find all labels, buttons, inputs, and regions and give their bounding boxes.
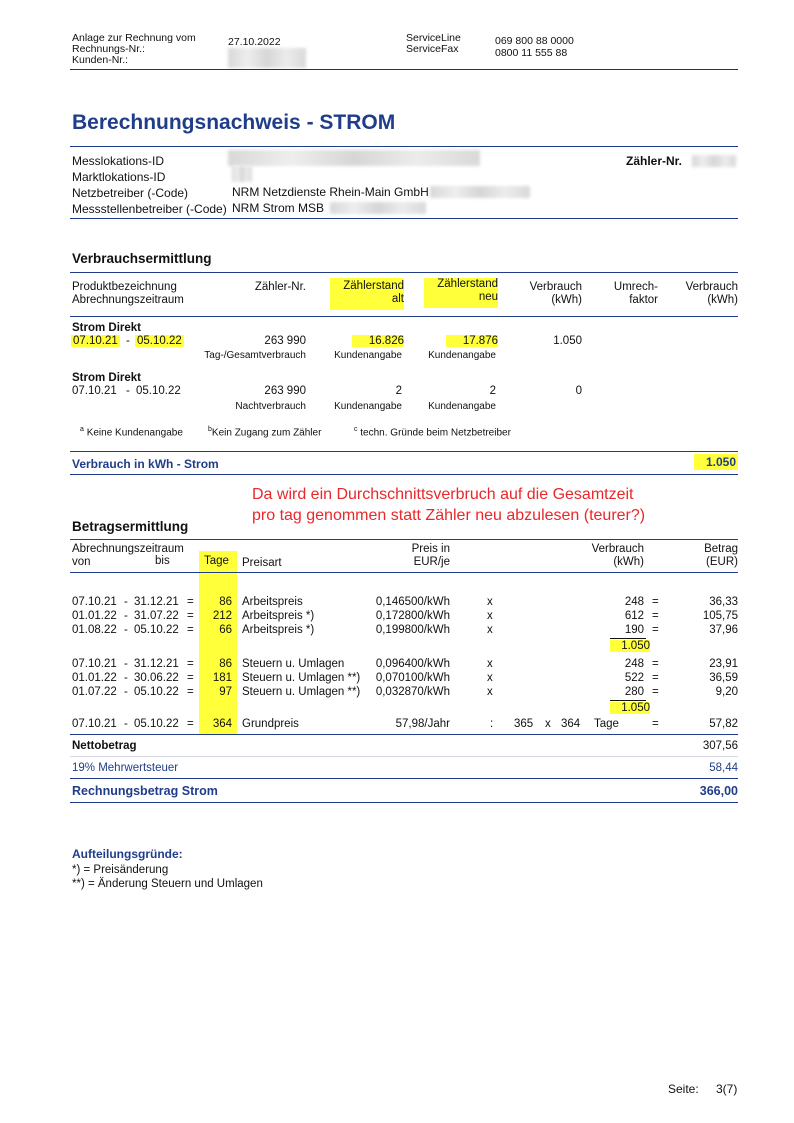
- betrag-heading: Betragsermittlung: [72, 519, 189, 534]
- header-date: 27.10.2022: [228, 36, 281, 48]
- col-verbrauch: [510, 281, 582, 307]
- row2-to: 05.10.22: [136, 385, 181, 397]
- page-number-label: Seite:: [668, 1082, 699, 1096]
- total-bottom-divider: [70, 474, 738, 475]
- h-tage: Tage: [204, 555, 229, 567]
- col-zaehler-nr: Zähler-Nr.: [254, 281, 306, 293]
- row1-alt: 16.826: [352, 335, 404, 347]
- g1r1-dash: -: [124, 610, 128, 622]
- netto-value: 307,56: [702, 740, 738, 752]
- row1-to: 05.10.22: [137, 335, 182, 347]
- row1-from: 07.10.21: [73, 335, 118, 347]
- g1r2-eq2: =: [652, 624, 659, 636]
- row1-neu: 17.876: [446, 335, 498, 347]
- col-verbrauch-line1: Verbrauch: [529, 281, 582, 293]
- page-title: Berechnungsnachweis - STROM: [72, 111, 396, 134]
- col-neu-line2: neu: [478, 291, 498, 303]
- service-labels: [406, 33, 461, 55]
- redaction-zaehler-nr: [692, 155, 736, 167]
- g1r0-preis: 0,146500/kWh: [375, 596, 450, 608]
- footnote-a-sup: a: [80, 426, 84, 433]
- g2r1-art: Steuern u. Umlagen **): [242, 672, 361, 684]
- footnote-c-sup: c: [354, 426, 358, 433]
- gruende-list: [72, 863, 263, 891]
- gruende-item-preis: *) = Preisänderung: [72, 864, 169, 876]
- col-neu-line1: Zählerstand: [437, 278, 498, 290]
- footnote-b: [208, 426, 321, 438]
- row2-product: Strom Direkt: [72, 372, 142, 384]
- netto-divider: [70, 756, 738, 757]
- col-verbrauch-final-line1: Verbrauch: [685, 281, 738, 293]
- netzbetreiber-label: Netzbetreiber (-Code): [72, 186, 189, 200]
- g1r1-tage: 212: [212, 610, 232, 622]
- g1r2-eq: =: [187, 624, 194, 636]
- grund-eq2: =: [652, 718, 659, 730]
- annotation-line2: pro tag genommen statt Zähler neu abzulesen (teurer?): [252, 507, 646, 524]
- g1r0-art: Arbeitspreis: [242, 596, 303, 608]
- summe-label: Rechnungsbetrag Strom: [72, 784, 218, 798]
- h-zeitraum: Abrechnungszeitraum: [72, 543, 184, 555]
- h-bis: bis: [155, 555, 170, 567]
- grund-x: x: [545, 718, 551, 730]
- g2r1-to: 30.06.22: [134, 672, 179, 684]
- g2-sum-line: [610, 700, 646, 701]
- betrag-header-divider: [70, 572, 738, 573]
- row1-meter: 263 990: [264, 335, 306, 347]
- g2r1-kwh: 522: [624, 672, 644, 684]
- row1-verbrauch: 1.050: [553, 335, 582, 347]
- col-umrechfaktor: [600, 281, 658, 307]
- g2r0-tage: 86: [219, 658, 232, 670]
- redaction-messlokation: [228, 150, 480, 166]
- messstellenbetreiber-value: NRM Strom MSB: [232, 201, 325, 215]
- g2r1-x: x: [487, 672, 493, 684]
- g2r0-art: Steuern u. Umlagen: [242, 658, 345, 670]
- messstellenbetreiber-label: Messstellenbetreiber (-Code): [72, 202, 227, 216]
- betrag-heading-divider: [70, 539, 738, 540]
- annotation-line1: Da wird ein Durchschnittsverbruch auf die Gesamtzeit: [252, 486, 634, 503]
- g1r0-to: 31.12.21: [134, 596, 179, 608]
- redaction-rechnungsnr: [228, 48, 306, 68]
- g2r0-preis: 0,096400/kWh: [375, 658, 450, 670]
- header-divider: [70, 69, 738, 70]
- col-umrech-line2: faktor: [629, 294, 658, 306]
- g2r0-from: 07.10.21: [72, 658, 117, 670]
- g2r0-dash: -: [124, 658, 128, 670]
- g2r2-dash: -: [124, 686, 128, 698]
- h-betrag-line1: Betrag: [704, 543, 738, 555]
- g1r0-dash: -: [124, 596, 128, 608]
- g1r1-eq2: =: [652, 610, 659, 622]
- g1r1-eq: =: [187, 610, 194, 622]
- g1r1-from: 01.01.22: [72, 610, 117, 622]
- g1r0-betrag: 36,33: [709, 596, 738, 608]
- g1r2-dash: -: [124, 624, 128, 636]
- serviceline-label: ServiceLine: [406, 32, 461, 44]
- grund-div: :: [490, 718, 494, 730]
- verbrauch-total-label: Verbrauch in kWh - Strom: [72, 457, 219, 471]
- g1r0-tage: 86: [219, 596, 232, 608]
- g2r0-betrag: 23,91: [709, 658, 738, 670]
- g1-sum-line: [610, 638, 646, 639]
- tage-highlight: [199, 551, 237, 734]
- grund-a: 365: [514, 718, 534, 730]
- g2r0-eq2: =: [652, 658, 659, 670]
- header-label-kundennr: Kunden-Nr.:: [72, 54, 129, 66]
- g1r0-x: x: [487, 596, 493, 608]
- col-zaehlerstand-neu: [424, 278, 498, 308]
- g2r2-tage: 97: [219, 686, 232, 698]
- grund-dash: -: [124, 718, 128, 730]
- grund-eq: =: [187, 718, 194, 730]
- handwritten-annotation: [252, 484, 645, 526]
- grund-tage: 364: [212, 718, 232, 730]
- title-divider: [70, 146, 738, 147]
- footnote-a: [80, 426, 183, 438]
- footnote-b-sup: b: [208, 426, 212, 433]
- marktlokation-label: Marktlokations-ID: [72, 170, 166, 184]
- grund-from: 07.10.21: [72, 718, 117, 730]
- messlokation-label: Messlokations-ID: [72, 154, 165, 168]
- g1r2-preis: 0,199800/kWh: [375, 624, 450, 636]
- g2r1-dash: -: [124, 672, 128, 684]
- g2r2-betrag: 9,20: [715, 686, 738, 698]
- g2-sum: 1.050: [610, 702, 650, 714]
- g1-sum: 1.050: [610, 640, 650, 652]
- g2r2-x: x: [487, 686, 493, 698]
- col-produkt: Produktbezeichnung: [72, 281, 177, 293]
- summe-divider: [70, 802, 738, 803]
- g2r2-eq2: =: [652, 686, 659, 698]
- footnote-c-text: techn. Gründe beim Netzbetreiber: [360, 427, 511, 439]
- verbrauch-header-divider: [70, 316, 738, 317]
- row2-meter: 263 990: [264, 385, 306, 397]
- h-verbrauch: [570, 543, 644, 569]
- row2-neu: 2: [489, 385, 496, 397]
- g2r1-preis: 0,070100/kWh: [375, 672, 450, 684]
- col-produkt-zeitraum: [72, 281, 184, 307]
- h-preis: [380, 543, 450, 569]
- g2r0-to: 31.12.21: [134, 658, 179, 670]
- redaction-msb-code: [330, 202, 426, 214]
- h-preisart: Preisart: [242, 557, 282, 569]
- g1r1-to: 31.07.22: [134, 610, 179, 622]
- page-number-value: 3(7): [716, 1082, 738, 1096]
- gruende-item-steuern: **) = Änderung Steuern und Umlagen: [72, 878, 263, 890]
- header-label-rechnungsnr: Rechnungs-Nr.:: [72, 43, 145, 55]
- row2-dash: -: [126, 385, 130, 397]
- g1r1-preis: 0,172800/kWh: [375, 610, 450, 622]
- h-betrag-line2: (EUR): [706, 556, 738, 568]
- row2-meter-note: Nachtverbrauch: [235, 401, 306, 412]
- redaction-netzbetreiber-code: [430, 186, 530, 198]
- g1r0-eq: =: [187, 596, 194, 608]
- summe-value: 366,00: [699, 784, 738, 798]
- row1-meter-note: Tag-/Gesamtverbrauch: [204, 350, 306, 361]
- g2r1-eq2: =: [652, 672, 659, 684]
- gruende-heading: Aufteilungsgründe:: [72, 847, 183, 861]
- row2-from: 07.10.21: [72, 385, 117, 397]
- col-zaehlerstand-alt: [330, 278, 404, 310]
- footnote-a-text: Keine Kundenangabe: [86, 427, 183, 439]
- verbrauch-total-value: 1.050: [694, 454, 738, 470]
- grund-divider: [70, 734, 738, 735]
- mwst-value: 58,44: [709, 762, 738, 774]
- g1r0-kwh: 248: [624, 596, 644, 608]
- h-von: von: [72, 556, 91, 568]
- g1r0-from: 07.10.21: [72, 596, 117, 608]
- g2r1-betrag: 36,59: [709, 672, 738, 684]
- g1r0-eq2: =: [652, 596, 659, 608]
- footnote-b-text: Kein Zugang zum Zähler: [211, 427, 322, 439]
- row1-product: Strom Direkt: [72, 322, 142, 334]
- servicefax-label: ServiceFax: [406, 43, 459, 55]
- h-verbrauch-line2: (kWh): [613, 556, 644, 568]
- col-alt-line2: alt: [391, 293, 404, 305]
- g1r2-tage: 66: [219, 624, 232, 636]
- g1r1-betrag: 105,75: [702, 610, 738, 622]
- g2r1-from: 01.01.22: [72, 672, 117, 684]
- zaehler-nr-label: Zähler-Nr.: [626, 154, 683, 168]
- row2-alt-note: Kundenangabe: [334, 401, 402, 412]
- verbrauch-heading: Verbrauchsermittlung: [72, 251, 212, 266]
- col-alt-line1: Zählerstand: [343, 280, 404, 292]
- col-zeitraum: Abrechnungszeitraum: [72, 294, 184, 306]
- grund-art: Grundpreis: [242, 718, 299, 730]
- mwst-label: 19% Mehrwertsteuer: [72, 762, 179, 774]
- g2r1-eq: =: [187, 672, 194, 684]
- h-preis-line1: Preis in: [411, 543, 450, 555]
- g2r2-kwh: 280: [624, 686, 644, 698]
- g1r1-kwh: 612: [624, 610, 644, 622]
- total-top-divider: [70, 451, 738, 452]
- g1r1-art: Arbeitspreis *): [242, 610, 315, 622]
- g1r2-betrag: 37,96: [709, 624, 738, 636]
- g1r1-x: x: [487, 610, 493, 622]
- g2r2-eq: =: [187, 686, 194, 698]
- meta-labels: [72, 153, 227, 217]
- g1r2-from: 01.08.22: [72, 624, 117, 636]
- netzbetreiber-value: NRM Netzdienste Rhein-Main GmbH: [232, 185, 429, 199]
- g2r0-eq: =: [187, 658, 194, 670]
- g2r0-x: x: [487, 658, 493, 670]
- footnote-c: [354, 426, 511, 438]
- h-verbrauch-line1: Verbrauch: [591, 543, 644, 555]
- mwst-divider: [70, 778, 738, 779]
- row1-neu-note: Kundenangabe: [428, 350, 496, 361]
- g1r2-art: Arbeitspreis *): [242, 624, 315, 636]
- grund-betrag: 57,82: [709, 718, 738, 730]
- row2-alt: 2: [395, 385, 402, 397]
- g2r2-art: Steuern u. Umlagen **): [242, 686, 361, 698]
- col-umrech-line1: Umrech-: [613, 281, 658, 293]
- servicefax-number: 0800 11 555 88: [495, 47, 568, 59]
- header-label-anlage: Anlage zur Rechnung vom: [72, 32, 196, 44]
- grund-unit: Tage: [594, 718, 619, 730]
- header-labels: [72, 33, 196, 66]
- row2-neu-note: Kundenangabe: [428, 401, 496, 412]
- service-values: [495, 35, 574, 59]
- g1r2-kwh: 190: [624, 624, 644, 636]
- grund-to: 05.10.22: [134, 718, 179, 730]
- g2r2-from: 01.07.22: [72, 686, 117, 698]
- verbrauch-heading-divider: [70, 272, 738, 273]
- netto-label: Nettobetrag: [72, 740, 137, 752]
- col-verbrauch-final-line2: (kWh): [707, 294, 738, 306]
- g2r2-preis: 0,032870/kWh: [375, 686, 450, 698]
- row1-dash: -: [126, 335, 130, 347]
- col-verbrauch-final: [668, 281, 738, 307]
- g2r1-tage: 181: [212, 672, 232, 684]
- row1-alt-note: Kundenangabe: [334, 350, 402, 361]
- g2r0-kwh: 248: [624, 658, 644, 670]
- col-verbrauch-line2: (kWh): [551, 294, 582, 306]
- serviceline-number: 069 800 88 0000: [495, 35, 574, 47]
- grund-preis: 57,98/Jahr: [395, 718, 450, 730]
- h-preis-line2: EUR/je: [413, 556, 450, 568]
- g1r2-to: 05.10.22: [134, 624, 179, 636]
- row2-verbrauch: 0: [575, 385, 582, 397]
- grund-b: 364: [561, 718, 581, 730]
- meta-divider: [70, 218, 738, 219]
- h-betrag: [680, 543, 738, 569]
- redaction-marktlokation: [232, 166, 252, 182]
- g1r2-x: x: [487, 624, 493, 636]
- g2r2-to: 05.10.22: [134, 686, 179, 698]
